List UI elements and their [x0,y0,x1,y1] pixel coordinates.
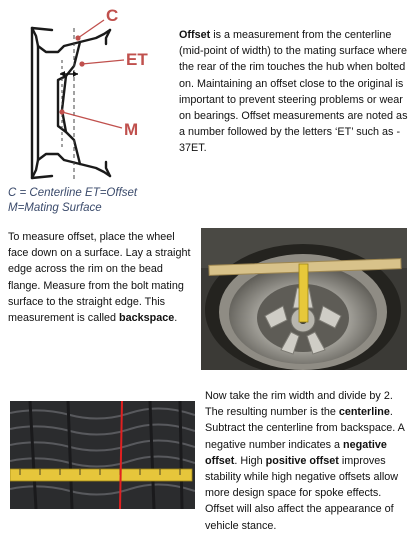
centerline-text-4: improves stability while high negative offsets allow more design space for spoke effects. Offset will also affect the appearance of vehicle stance. [205,454,399,532]
caption-line-2: M=Mating Surface [8,202,102,214]
centerline-paragraph [205,388,411,534]
centerline-text-1: Now take the rim width and divide by 2. The resulting number is the [205,390,393,419]
centerline-term: centerline [338,406,390,419]
offset-definition-paragraph [179,27,411,157]
mating-surface-marker [59,109,64,114]
backspace-text: To measure offset, place the wheel face down on a surface. Lay a straight edge across the rim on the bead flange. Measure from the bolt mating surface to the straight edge. This measurement is called [8,231,191,325]
wheel-measurement-photo [201,228,407,370]
diagram-label-m: M [124,120,139,139]
tire-tread-photo [10,401,195,509]
backspace-paragraph [8,229,198,326]
diagram-label-et: ET [126,50,148,69]
offset-definition-text: is a measurement from the centerline (mid-point of width) to the mating surface where the rear of the rim touches the hub when bolted on. Maintaining an offset close to the original is important to prevent steering problems or wear on bearings. Offset measurements are noted as a number followed by the letters ‘ET’ such as - 37ET. [179,29,408,155]
backspace-end: . [174,312,178,325]
centerline-marker [75,35,80,40]
caption-line-1: C = Centerline ET=Offset [8,187,138,199]
wheel-offset-diagram [0,0,170,185]
centerline-text-2: . Subtract the centerline from backspace. A negative number indicates a [205,406,405,451]
centerline-text-3: . High [234,454,266,467]
negative-offset-term: negative offset [205,438,387,467]
positive-offset-term: positive offset [265,454,339,467]
diagram-label-c: C [106,6,119,25]
backspace-term: backspace [119,312,175,325]
offset-marker [79,61,84,66]
offset-term: Offset [179,29,211,41]
diagram-caption [8,186,208,216]
